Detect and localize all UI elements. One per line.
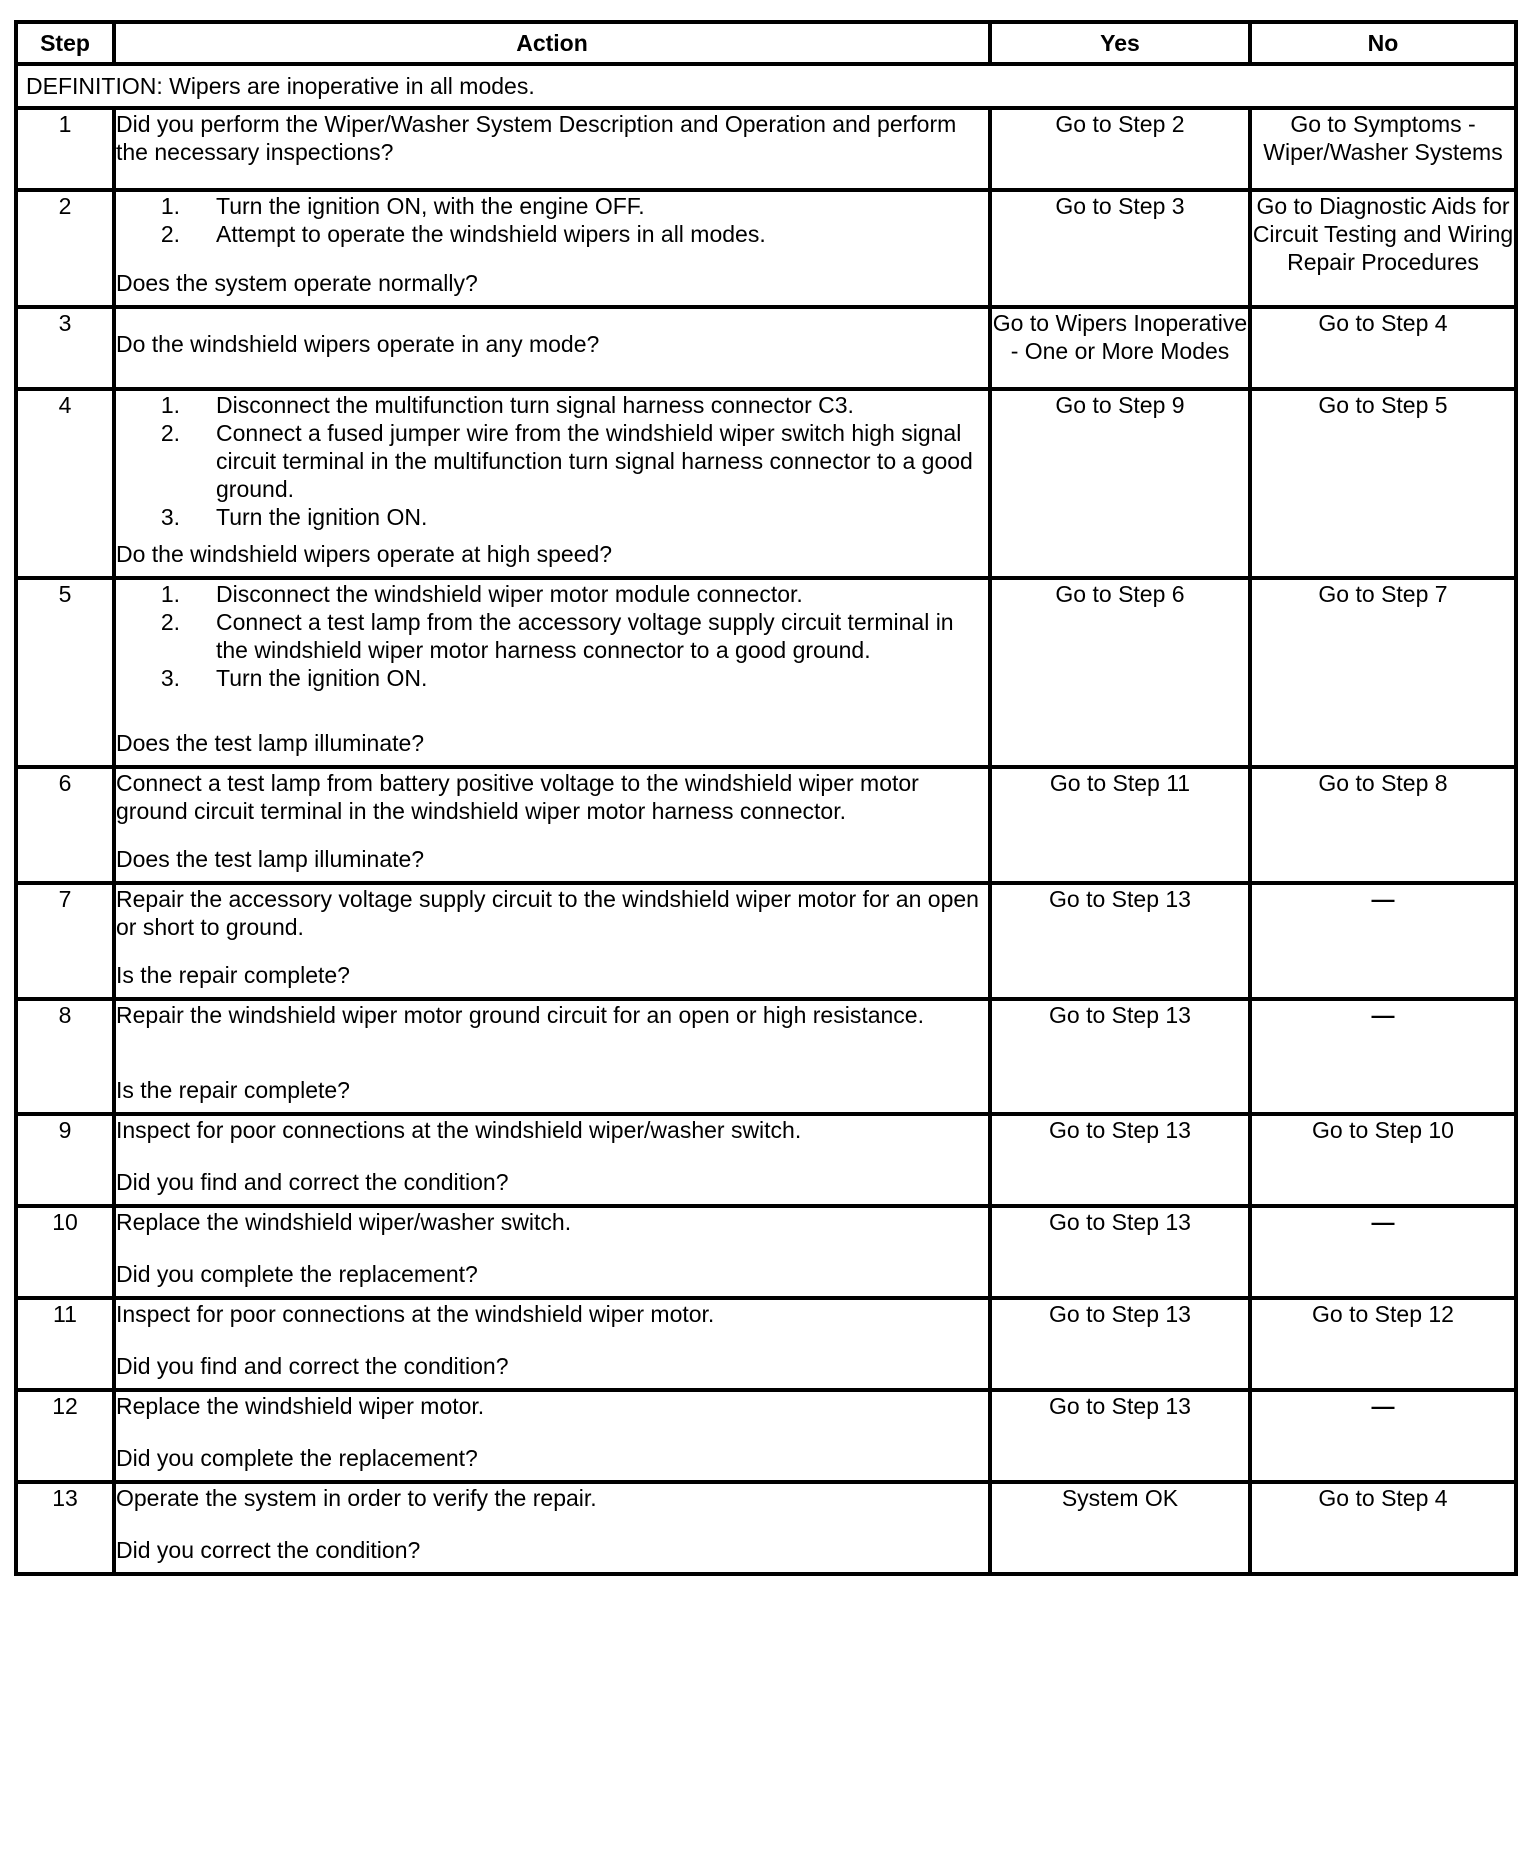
action-step-item: [116, 580, 988, 608]
action-instructions: [116, 1300, 988, 1328]
table-row: [16, 190, 1516, 307]
yes-result: Go to Step 11: [990, 767, 1250, 883]
step-number: 4: [16, 389, 114, 578]
action-question: Did you find and correct the condition?: [116, 1353, 509, 1379]
no-result: Go to Step 8: [1250, 767, 1516, 883]
header-yes: Yes: [990, 22, 1250, 64]
action-question: Does the system operate normally?: [116, 270, 478, 296]
action-text: Inspect for poor connections at the windshield wiper motor.: [116, 1301, 715, 1327]
table-row: [16, 1298, 1516, 1390]
no-result: Go to Step 10: [1250, 1114, 1516, 1206]
action-step-text: Turn the ignition ON.: [216, 504, 428, 530]
action-content: [116, 1208, 988, 1288]
action-question: Did you find and correct the condition?: [116, 1169, 509, 1195]
step-number: 8: [16, 999, 114, 1114]
no-result: —: [1250, 883, 1516, 999]
action-cell: [114, 578, 990, 767]
action-content: [116, 309, 988, 379]
action-content: [116, 885, 988, 989]
table-row: [16, 1482, 1516, 1574]
action-cell: [114, 108, 990, 190]
action-text: Inspect for poor connections at the windshield wiper/washer switch.: [116, 1117, 802, 1143]
action-instructions: [116, 1001, 988, 1029]
diagnostic-page: [14, 20, 1514, 1576]
action-question: Is the repair complete?: [116, 962, 350, 988]
table-row: [16, 1206, 1516, 1298]
action-instructions: [116, 1116, 988, 1144]
yes-result: System OK: [990, 1482, 1250, 1574]
action-steps-list: [116, 580, 988, 692]
table-row: [16, 389, 1516, 578]
action-question: Did you complete the replacement?: [116, 1445, 478, 1471]
action-step-text: Disconnect the multifunction turn signal harness connector C3.: [216, 392, 854, 418]
action-text: Repair the windshield wiper motor ground circuit for an open or high resistance.: [116, 1002, 924, 1028]
action-step-text: Connect a fused jumper wire from the windshield wiper switch high signal circuit terminal in the multifunction turn signal harness connector to a good ground.: [216, 420, 973, 502]
action-text: Repair the accessory voltage supply circuit to the windshield wiper motor for an open or short to ground.: [116, 886, 979, 940]
header-action: Action: [114, 22, 990, 64]
step-number: 3: [16, 307, 114, 389]
no-result: —: [1250, 1390, 1516, 1482]
no-result: —: [1250, 999, 1516, 1114]
action-content: [116, 769, 988, 873]
action-step-text: Turn the ignition ON, with the engine OFF.: [216, 193, 645, 219]
action-step-number: 1.: [160, 193, 180, 219]
yes-result: Go to Step 13: [990, 999, 1250, 1114]
action-question: Did you correct the condition?: [116, 1537, 421, 1563]
no-result: Go to Step 7: [1250, 578, 1516, 767]
step-number: 11: [16, 1298, 114, 1390]
table-row: [16, 1114, 1516, 1206]
no-result: —: [1250, 1206, 1516, 1298]
step-number: 13: [16, 1482, 114, 1574]
action-instructions: [116, 1208, 988, 1236]
action-content: [116, 110, 988, 180]
action-text: Operate the system in order to verify the repair.: [116, 1485, 597, 1511]
action-cell: [114, 1206, 990, 1298]
yes-result: Go to Step 6: [990, 578, 1250, 767]
action-step-item: [116, 419, 988, 503]
action-step-text: Attempt to operate the windshield wipers in all modes.: [216, 221, 766, 247]
action-cell: [114, 883, 990, 999]
action-cell: [114, 389, 990, 578]
action-cell: [114, 190, 990, 307]
action-step-number: 2.: [160, 420, 180, 446]
action-step-number: 2.: [160, 221, 180, 247]
action-cell: [114, 1298, 990, 1390]
step-number: 2: [16, 190, 114, 307]
action-step-number: 1.: [160, 392, 180, 418]
action-cell: [114, 1390, 990, 1482]
action-content: [116, 391, 988, 568]
step-number: 9: [16, 1114, 114, 1206]
definition-text: DEFINITION: Wipers are inoperative in all modes.: [16, 64, 1516, 108]
definition-row: [16, 64, 1516, 108]
action-instructions: [116, 391, 988, 531]
header-step: Step: [16, 22, 114, 64]
action-content: [116, 1116, 988, 1196]
action-text: Connect a test lamp from battery positive voltage to the windshield wiper motor ground circuit terminal in the windshield wiper motor harness connector.: [116, 770, 919, 824]
yes-result: Go to Step 13: [990, 1390, 1250, 1482]
action-step-item: [116, 391, 988, 419]
action-question: Does the test lamp illuminate?: [116, 846, 425, 872]
action-cell: [114, 1114, 990, 1206]
step-number: 10: [16, 1206, 114, 1298]
action-question: Do the windshield wipers operate at high speed?: [116, 541, 613, 567]
action-step-item: [116, 220, 988, 248]
action-cell: [114, 1482, 990, 1574]
no-result: Go to Symptoms - Wiper/Washer Systems: [1250, 108, 1516, 190]
action-instructions: [116, 580, 988, 692]
action-cell: [114, 767, 990, 883]
action-steps-list: [116, 192, 988, 248]
action-content: [116, 1300, 988, 1380]
step-number: 1: [16, 108, 114, 190]
action-step-item: [116, 664, 988, 692]
yes-result: Go to Step 13: [990, 1298, 1250, 1390]
action-step-text: Connect a test lamp from the accessory voltage supply circuit terminal in the windshield wiper motor harness connector to a good ground.: [216, 609, 954, 663]
header-no: No: [1250, 22, 1516, 64]
action-content: [116, 1484, 988, 1564]
yes-result: Go to Step 2: [990, 108, 1250, 190]
action-step-number: 1.: [160, 581, 180, 607]
no-result: Go to Step 5: [1250, 389, 1516, 578]
no-result: Go to Step 4: [1250, 307, 1516, 389]
action-cell: [114, 999, 990, 1114]
table-header-row: [16, 22, 1516, 64]
action-question: Do the windshield wipers operate in any mode?: [116, 331, 600, 357]
no-result: Go to Step 4: [1250, 1482, 1516, 1574]
action-step-number: 3.: [160, 665, 180, 691]
table-row: [16, 883, 1516, 999]
action-content: [116, 1392, 988, 1472]
step-number: 7: [16, 883, 114, 999]
table-row: [16, 578, 1516, 767]
step-number: 5: [16, 578, 114, 767]
action-step-text: Disconnect the windshield wiper motor module connector.: [216, 581, 803, 607]
action-step-item: [116, 503, 988, 531]
action-instructions: [116, 885, 988, 941]
action-step-item: [116, 192, 988, 220]
step-number: 6: [16, 767, 114, 883]
yes-result: Go to Step 13: [990, 883, 1250, 999]
action-step-number: 3.: [160, 504, 180, 530]
action-cell: [114, 307, 990, 389]
diagnostic-table: [14, 20, 1518, 1576]
action-text: Did you perform the Wiper/Washer System Description and Operation and perform the necessary inspections?: [116, 111, 957, 165]
table-row: [16, 767, 1516, 883]
action-content: [116, 580, 988, 757]
action-instructions: [116, 769, 988, 825]
yes-result: Go to Step 3: [990, 190, 1250, 307]
action-question: Did you complete the replacement?: [116, 1261, 478, 1287]
action-content: [116, 192, 988, 297]
table-row: [16, 1390, 1516, 1482]
action-content: [116, 1001, 988, 1104]
no-result: Go to Step 12: [1250, 1298, 1516, 1390]
action-question: Does the test lamp illuminate?: [116, 730, 425, 756]
action-question: Is the repair complete?: [116, 1077, 350, 1103]
action-instructions: [116, 192, 988, 248]
action-instructions: [116, 110, 988, 166]
action-step-text: Turn the ignition ON.: [216, 665, 428, 691]
yes-result: Go to Step 13: [990, 1206, 1250, 1298]
action-step-number: 2.: [160, 609, 180, 635]
action-steps-list: [116, 391, 988, 531]
table-row: [16, 307, 1516, 389]
yes-result: Go to Step 13: [990, 1114, 1250, 1206]
step-number: 12: [16, 1390, 114, 1482]
action-step-item: [116, 608, 988, 664]
yes-result: Go to Step 9: [990, 389, 1250, 578]
action-instructions: [116, 1484, 988, 1512]
table-row: [16, 108, 1516, 190]
action-text: Replace the windshield wiper motor.: [116, 1393, 485, 1419]
no-result: Go to Diagnostic Aids for Circuit Testing and Wiring Repair Procedures: [1250, 190, 1516, 307]
yes-result: Go to Wipers Inoperative - One or More Modes: [990, 307, 1250, 389]
table-row: [16, 999, 1516, 1114]
action-instructions: [116, 1392, 988, 1420]
action-text: Replace the windshield wiper/washer switch.: [116, 1209, 572, 1235]
